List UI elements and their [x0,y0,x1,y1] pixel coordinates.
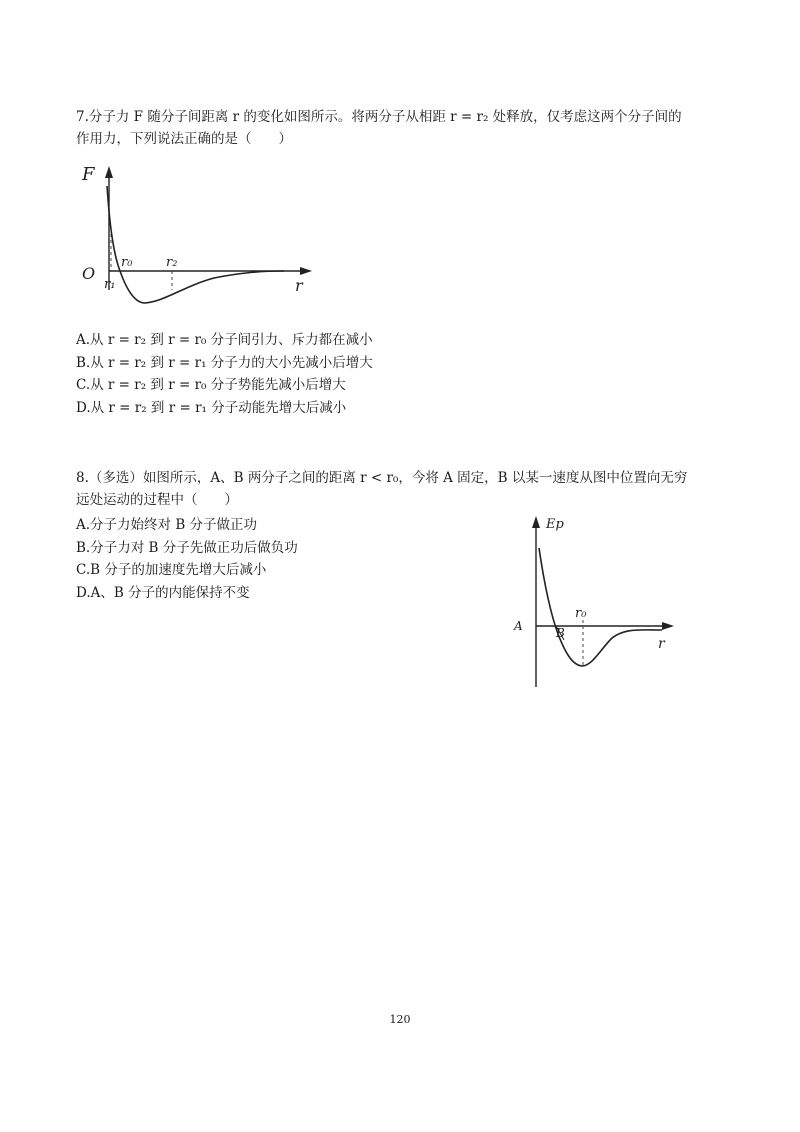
question-8-options [76,514,298,604]
question-7-options [76,329,373,419]
potential-energy-graph [510,512,685,692]
r2-label: r₂ [166,255,178,270]
question-7-stem-line-2: 作用力，下列说法正确的是（ ） [76,131,292,147]
question-8-stem-line-2: 远处运动的过程中（ ） [76,492,238,508]
potential-energy-curve [539,548,662,666]
force-curve [107,186,284,303]
r1-label: r₁ [104,277,116,292]
axis-label-r: r [295,276,303,295]
question-8-stem-line-1: 8.（多选）如图所示，A、B 两分子之间的距离 r < r₀，今将 A 固定，B 以某一速度从图中位置向无穷 [76,470,688,486]
origin-label: O [82,264,96,283]
question-7-option-c[interactable]: C.从 r = r₂ 到 r = r₀ 分子势能先减小后增大 [76,377,346,393]
r0-label: r₀ [121,255,133,270]
axis-label-f: F [82,164,95,185]
question-8-option-c[interactable]: C.B 分子的加速度先增大后减小 [76,562,267,578]
point-a-label: A [514,619,523,633]
axis-label-ep: Ep [546,517,564,532]
question-7-option-a[interactable]: A.从 r = r₂ 到 r = r₀ 分子间引力、斥力都在减小 [76,332,373,348]
question-7-stem-line-1: 7.分子力 F 随分子间距离 r 的变化如图所示。将两分子从相距 r = r₂ 处释放，仅考虑这两个分子间的 [76,109,682,125]
r0-label: r₀ [575,606,587,621]
question-8 [76,467,716,511]
question-8-option-d[interactable]: D.A、B 分子的内能保持不变 [76,584,250,601]
question-7-option-d[interactable]: D.从 r = r₂ 到 r = r₁ 分子动能先增大后减小 [76,399,347,416]
question-8-option-b[interactable]: B.分子力对 B 分子先做正功后做负功 [76,539,298,556]
axis-label-r: r [658,636,665,652]
page-number: 120 [389,1013,411,1026]
force-vs-distance-graph [74,160,324,310]
question-7 [76,106,716,150]
question-8-option-a[interactable]: A.分子力始终对 B 分子做正功 [76,517,258,533]
question-7-option-b[interactable]: B.从 r = r₂ 到 r = r₁ 分子力的大小先减小后增大 [76,354,373,371]
point-b-label: B [556,626,565,640]
